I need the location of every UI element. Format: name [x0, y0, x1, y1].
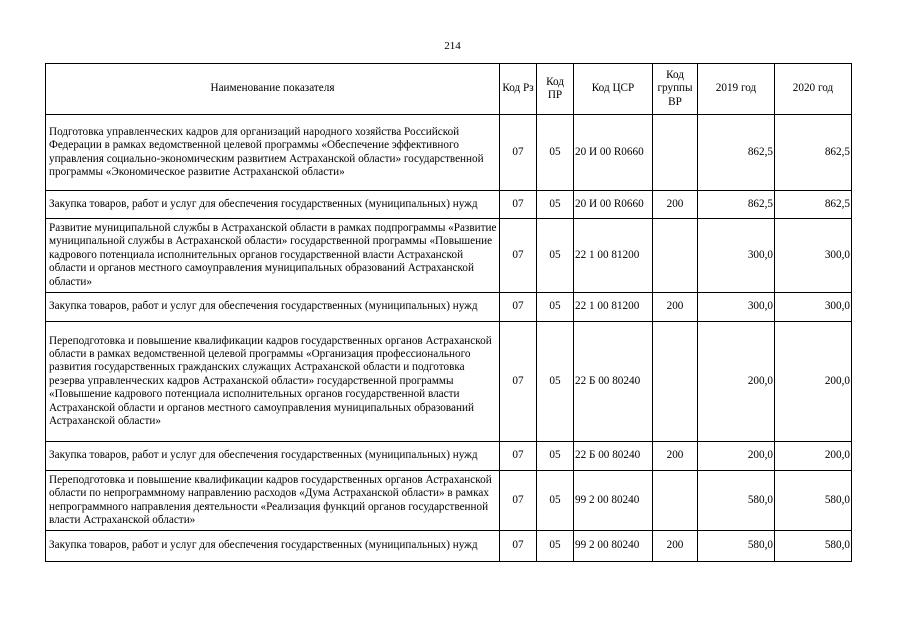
row-vr: 200 — [653, 442, 698, 471]
row-2019: 580,0 — [698, 471, 775, 531]
row-rz: 07 — [500, 531, 537, 562]
row-pr: 05 — [537, 293, 574, 322]
row-pr: 05 — [537, 531, 574, 562]
row-2020: 580,0 — [775, 471, 852, 531]
header-name: Наименование показателя — [46, 64, 500, 115]
row-name: Развитие муниципальной службы в Астраханской области в рамках подпрограммы «Развитие муниципальной службы в Астраханской области» государственной программы «Повышение кадрового потенциала исполнительных органов государственной власти Астраханской области и органов местного самоуправления муниципальных образований Астраханской области» — [46, 219, 500, 293]
table-row — [46, 191, 852, 219]
header-pr: Код ПР — [537, 64, 574, 115]
row-name: Закупка товаров, работ и услуг для обеспечения государственных (муниципальных) нужд — [46, 531, 500, 562]
row-2019: 200,0 — [698, 442, 775, 471]
table-row — [46, 322, 852, 442]
row-vr — [653, 471, 698, 531]
row-2020: 300,0 — [775, 219, 852, 293]
header-row — [46, 64, 852, 115]
row-2019: 300,0 — [698, 293, 775, 322]
row-2019: 862,5 — [698, 115, 775, 191]
row-vr — [653, 219, 698, 293]
header-csr: Код ЦСР — [574, 64, 653, 115]
table-row — [46, 442, 852, 471]
row-csr: 22 1 00 81200 — [574, 219, 653, 293]
row-pr: 05 — [537, 442, 574, 471]
row-2020: 580,0 — [775, 531, 852, 562]
budget-table — [45, 63, 852, 562]
page-number: 214 — [444, 40, 461, 52]
row-csr: 20 И 00 R0660 — [574, 191, 653, 219]
row-vr — [653, 322, 698, 442]
table-row — [46, 531, 852, 562]
row-name: Подготовка управленческих кадров для организаций народного хозяйства Российской Федерации в рамках ведомственной целевой программы «Обеспечение эффективного управления социально-экономическим развитием Астраханской области» государственной программы «Экономическое развитие Астраханской области» — [46, 115, 500, 191]
row-pr: 05 — [537, 322, 574, 442]
header-vr: Код группы ВР — [653, 64, 698, 115]
row-name: Переподготовка и повышение квалификации кадров государственных органов Астраханской области по непрограммному направлению расходов «Дума Астраханской области» в рамках непрограммного направления деятельности «Реализация функций органов государственной власти Астраханской области» — [46, 471, 500, 531]
row-pr: 05 — [537, 115, 574, 191]
row-pr: 05 — [537, 219, 574, 293]
row-name: Закупка товаров, работ и услуг для обеспечения государственных (муниципальных) нужд — [46, 442, 500, 471]
row-rz: 07 — [500, 219, 537, 293]
table-row — [46, 471, 852, 531]
row-vr: 200 — [653, 191, 698, 219]
row-pr: 05 — [537, 471, 574, 531]
row-2019: 200,0 — [698, 322, 775, 442]
row-csr: 22 Б 00 80240 — [574, 442, 653, 471]
row-name: Переподготовка и повышение квалификации кадров государственных органов Астраханской области в рамках ведомственной целевой программы «Организация профессионального развития государственных гражданских служащих Астраханской области и подготовка резерва управленческих кадров Астраханской области» государственной программы «Повышение кадрового потенциала исполнительных органов государственной власти Астраханской области и органов местного самоуправления муниципальных образований Астраханской области» — [46, 322, 500, 442]
row-csr: 22 1 00 81200 — [574, 293, 653, 322]
row-rz: 07 — [500, 471, 537, 531]
row-csr: 99 2 00 80240 — [574, 471, 653, 531]
row-2020: 862,5 — [775, 115, 852, 191]
row-2019: 862,5 — [698, 191, 775, 219]
row-rz: 07 — [500, 322, 537, 442]
table-row — [46, 219, 852, 293]
row-vr: 200 — [653, 293, 698, 322]
header-2020: 2020 год — [775, 64, 852, 115]
row-rz: 07 — [500, 191, 537, 219]
row-2019: 580,0 — [698, 531, 775, 562]
row-2020: 862,5 — [775, 191, 852, 219]
row-name: Закупка товаров, работ и услуг для обеспечения государственных (муниципальных) нужд — [46, 191, 500, 219]
row-csr: 22 Б 00 80240 — [574, 322, 653, 442]
header-2019: 2019 год — [698, 64, 775, 115]
row-pr: 05 — [537, 191, 574, 219]
header-rz: Код Рз — [500, 64, 537, 115]
row-vr — [653, 115, 698, 191]
row-2020: 300,0 — [775, 293, 852, 322]
row-rz: 07 — [500, 115, 537, 191]
row-name: Закупка товаров, работ и услуг для обеспечения государственных (муниципальных) нужд — [46, 293, 500, 322]
row-2019: 300,0 — [698, 219, 775, 293]
row-2020: 200,0 — [775, 442, 852, 471]
table-row — [46, 115, 852, 191]
row-csr: 20 И 00 R0660 — [574, 115, 653, 191]
row-csr: 99 2 00 80240 — [574, 531, 653, 562]
row-2020: 200,0 — [775, 322, 852, 442]
table-row — [46, 293, 852, 322]
row-rz: 07 — [500, 442, 537, 471]
row-rz: 07 — [500, 293, 537, 322]
row-vr: 200 — [653, 531, 698, 562]
